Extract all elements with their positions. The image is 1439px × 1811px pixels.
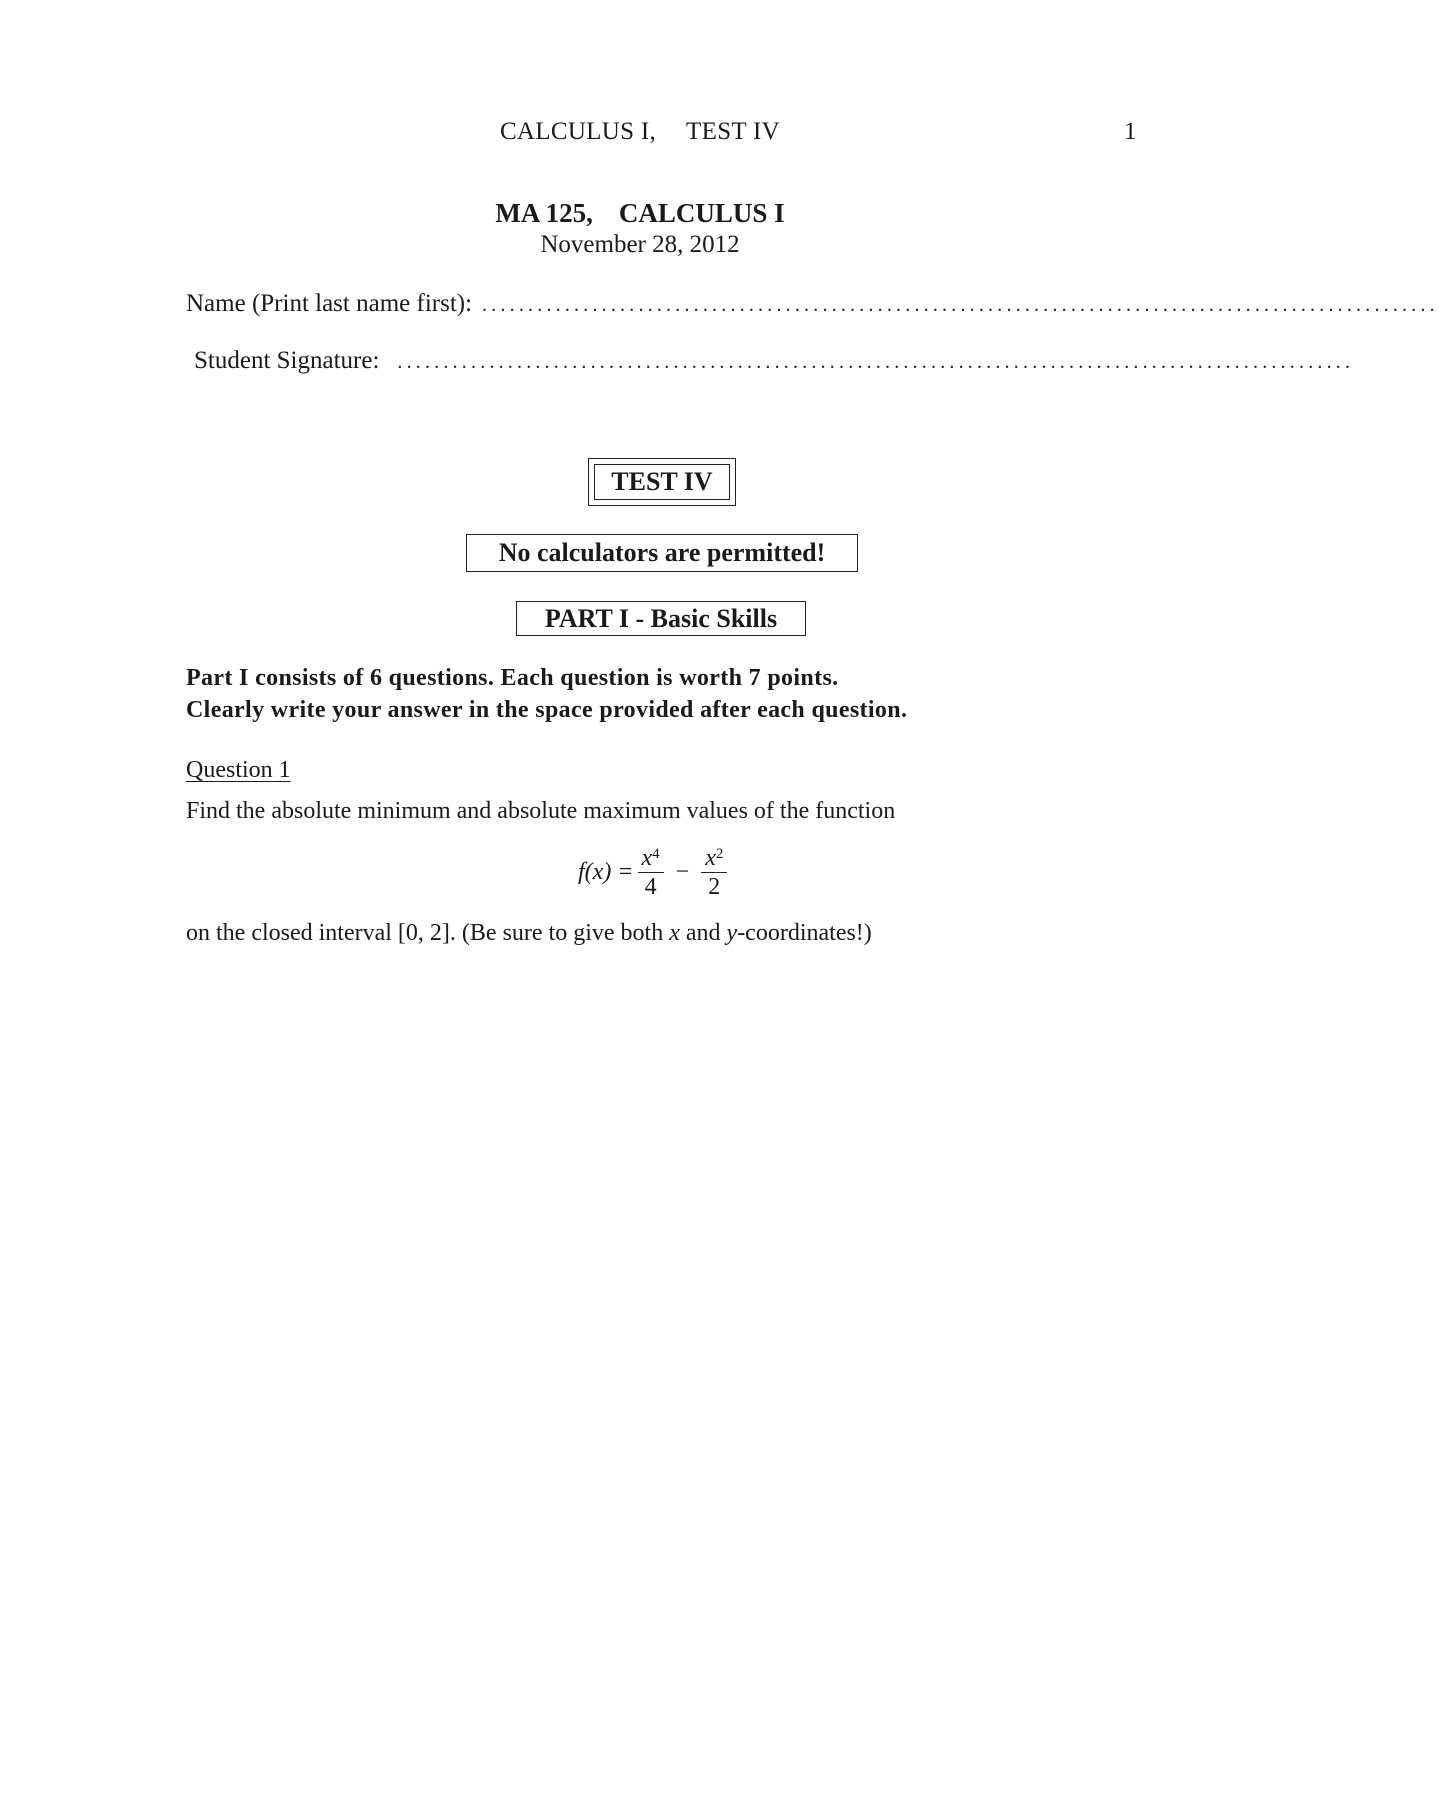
formula-lhs: f(x) = (578, 858, 634, 885)
signature-field[interactable] (194, 347, 1355, 375)
instructions-line-2: Clearly write your answer in the space provided after each question. (186, 697, 908, 723)
exam-date: November 28, 2012 (540, 231, 740, 258)
fraction-x4-over-4: $\frac{x^4}{4}$ (638, 845, 664, 900)
question-1-text: Find the absolute minimum and absolute maximum values of the function (186, 798, 896, 824)
course-name: CALCULUS I (618, 198, 785, 228)
question-1-heading: Question 1 (186, 757, 291, 783)
signature-dotted-line: ........................................................................................................ (397, 351, 1355, 373)
name-dotted-line: ........................................................................................................ (482, 294, 1439, 316)
course-code: MA 125, (495, 198, 593, 228)
name-field[interactable] (186, 290, 1439, 318)
no-calculators-box: No calculators are permitted! (466, 534, 858, 572)
page-number: 1 (1124, 118, 1137, 145)
fraction-x2-over-2: $\frac{x^2}{2}$ (701, 845, 727, 900)
instructions-line-1: Part I consists of 6 questions. Each question is worth 7 points. (186, 665, 839, 691)
test-box: TEST IV (594, 464, 730, 500)
formula-minus: − (675, 858, 690, 885)
name-label: Name (Print last name first): (186, 290, 473, 317)
part-box: PART I - Basic Skills (516, 601, 806, 636)
function-formula (578, 842, 731, 902)
header-course: CALCULUS I, (499, 118, 657, 145)
running-header (0, 118, 1280, 146)
course-title (0, 198, 1280, 229)
signature-label: Student Signature: (194, 347, 380, 374)
header-test: TEST IV (686, 118, 781, 145)
question-1-interval-text: on the closed interval [0, 2]. (Be sure to give both x and y-coordinates!) (186, 920, 872, 946)
